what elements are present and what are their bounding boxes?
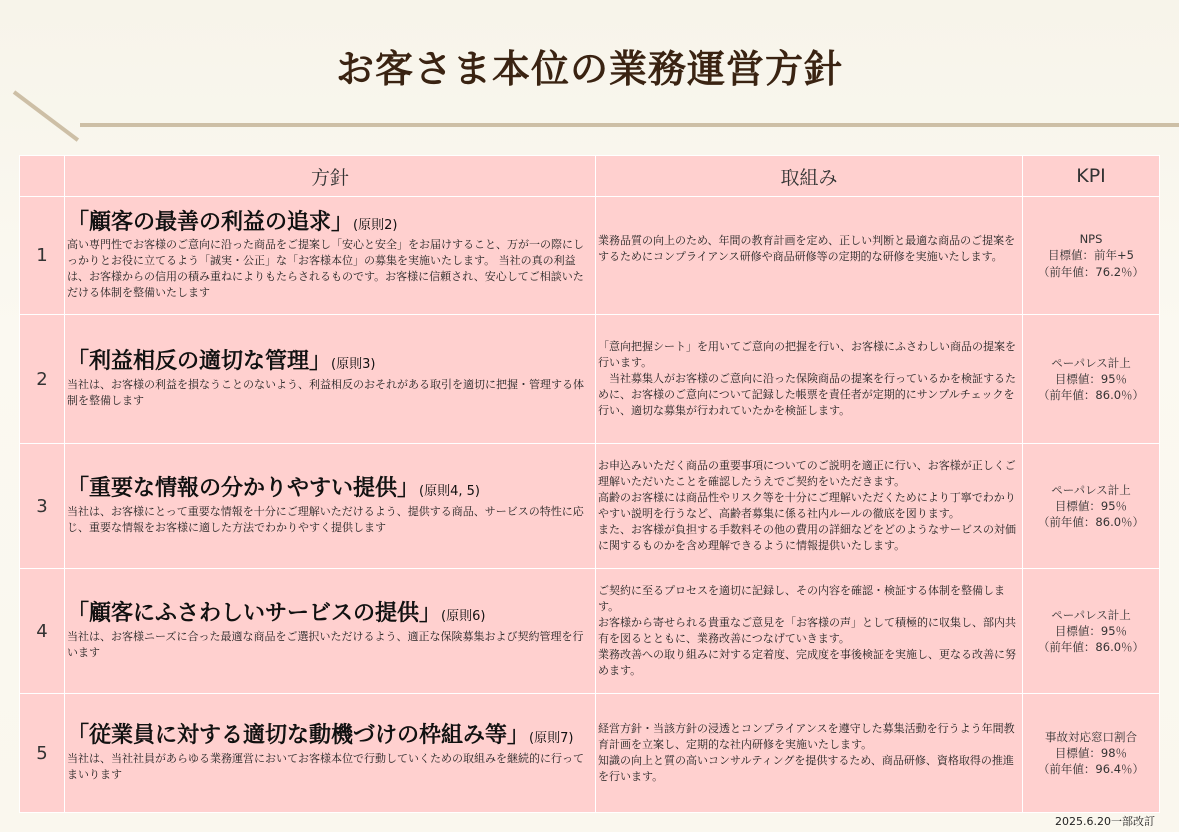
kpi-target: 目標値：95％ bbox=[1054, 371, 1128, 386]
kpi-metric: ペーパレス計上 bbox=[1051, 482, 1131, 497]
policy-title: 「顧客の最善の利益の追求」(原則2) bbox=[67, 209, 398, 235]
kpi-target: 目標値：98％ bbox=[1054, 745, 1128, 760]
policy-text: 当社は、お客様にとって重要な情報を十分にご理解いただけるよう、提供する商品、サービスの特性に応じ、重要な情報をお客様に適した方法でわかりやすく提供します bbox=[67, 504, 584, 534]
policy-rule: (原則3) bbox=[331, 357, 376, 373]
policy-cell bbox=[65, 694, 596, 813]
action-cell: 経営方針・当該方針の浸透とコンプライアンスを遵守した募集活動を行うよう年間教育計画を立案し、定期的な社内研修を実施いたします。 知識の向上と質の高いコンサルティングを提供するため、商品研修、資格取得の推進を行います。 bbox=[596, 694, 1023, 813]
action-cell: お申込みいただく商品の重要事項についてのご説明を適正に行い、お客様が正しくご理解いただいたことを確認したうえでご契約をいただきます。 高齢のお客様には商品性やリスク等を十分にご理解いただくためにより丁寧でわかりやすい説明を行うなど、高齢者募集に係る社内ルールの徹底を図ります。 また、お客様が負担する手数料その他の費用の詳細などをどのようなサービスの対価に関するものかを含め理解できるように情報提供いたします。 bbox=[596, 444, 1023, 569]
kpi-previous: （前年値：86.0％） bbox=[1037, 388, 1145, 403]
table-row bbox=[20, 315, 1160, 444]
policy-text: 当社は、お客様ニーズに合った最適な商品をご選択いただけるよう、適正な保険募集および契約管理を行います bbox=[67, 629, 584, 659]
policy-rule: (原則4, 5) bbox=[419, 484, 480, 500]
table-row bbox=[20, 444, 1160, 569]
kpi-previous: （前年値：86.0％） bbox=[1037, 515, 1145, 530]
policy-title: 「顧客にふさわしいサービスの提供」(原則6) bbox=[67, 601, 486, 627]
kpi-metric: ペーパレス計上 bbox=[1051, 355, 1131, 370]
policy-title: 「利益相反の適切な管理」(原則3) bbox=[67, 349, 376, 375]
policy-title: 「重要な情報の分かりやすい提供」(原則4, 5) bbox=[67, 476, 480, 502]
policy-rule: (原則7) bbox=[529, 731, 574, 747]
table-row bbox=[20, 694, 1160, 813]
revision-note: 2025.6.20一部改訂 bbox=[1055, 815, 1155, 828]
policy-rule: (原則6) bbox=[441, 609, 486, 625]
kpi-cell bbox=[1023, 197, 1160, 315]
policy-cell bbox=[65, 197, 596, 315]
kpi-metric: NPS bbox=[1079, 232, 1103, 247]
header-action: 取組み bbox=[596, 156, 1023, 197]
action-cell: 「意向把握シート」を用いてご意向の把握を行い、お客様にふさわしい商品の提案を行います。 当社募集人がお客様のご意向に沿った保険商品の提案を行っているかを検証するために、お客様のご意向について記録した帳票を責任者が定期的にサンプルチェックを行い、適切な募集が行われていたかを検証します。 bbox=[596, 315, 1023, 444]
policy-rule: (原則2) bbox=[353, 217, 398, 233]
policy-title: 「従業員に対する適切な動機づけの枠組み等」(原則7) bbox=[67, 723, 574, 749]
page-title: お客さま本位の業務運営方針 bbox=[335, 47, 843, 91]
table-header-row bbox=[20, 156, 1160, 197]
kpi-previous: （前年値：86.0％） bbox=[1037, 640, 1145, 655]
kpi-cell bbox=[1023, 315, 1160, 444]
kpi-metric: 事故対応窓口割合 bbox=[1045, 729, 1137, 744]
kpi-metric: ペーパレス計上 bbox=[1051, 607, 1131, 622]
action-cell: ご契約に至るプロセスを適切に記録し、その内容を確認・検証する体制を整備します。 お客様から寄せられる貴重なご意見を「お客様の声」として積極的に収集し、部内共有を図るとともに、業務改善につなげていきます。 業務改善への取り組みに対する定着度、完成度を事後検証を実施し、更なる改善に努めます。 bbox=[596, 569, 1023, 694]
table-row bbox=[20, 569, 1160, 694]
kpi-cell bbox=[1023, 694, 1160, 813]
policy-text: 当社は、お客様の利益を損なうことのないよう、利益相反のおそれがある取引を適切に把握・管理する体制を整備します bbox=[67, 377, 584, 407]
kpi-cell bbox=[1023, 569, 1160, 694]
table-row bbox=[20, 197, 1160, 315]
kpi-previous: （前年値：76.2％） bbox=[1037, 264, 1145, 279]
policy-cell bbox=[65, 569, 596, 694]
kpi-target: 目標値：前年+5 bbox=[1048, 248, 1134, 263]
row-number: 4 bbox=[20, 569, 65, 694]
row-number: 1 bbox=[20, 197, 65, 315]
kpi-target: 目標値：95％ bbox=[1054, 623, 1128, 638]
decorative-diagonal-line bbox=[13, 90, 79, 141]
action-cell: 業務品質の向上のため、年間の教育計画を定め、正しい判断と最適な商品のご提案をするためにコンプライアンス研修や商品研修等の定期的な研修を実施いたします。 bbox=[596, 197, 1023, 315]
policy-text: 高い専門性でお客様のご意向に沿った商品をご提案し「安心と安全」をお届けすること、万が一の際にしっかりとお役に立てるよう「誠実・公正」な「お客様本位」の募集を実施いたします。 当社の真の利益は、お客様からの信用の積み重ねによりもたらされるものです。お客様に信頼され、安心してご相談いただける体制を整備いたします bbox=[67, 238, 584, 300]
row-number: 2 bbox=[20, 315, 65, 444]
row-number: 3 bbox=[20, 444, 65, 569]
kpi-cell bbox=[1023, 444, 1160, 569]
header-policy: 方針 bbox=[65, 156, 596, 197]
header-num bbox=[20, 156, 65, 197]
policy-text: 当社は、当社社員があらゆる業務運営においてお客様本位で行動していくための取組みを継続的に行ってまいります bbox=[67, 751, 584, 781]
policy-cell bbox=[65, 315, 596, 444]
kpi-target: 目標値：95％ bbox=[1054, 498, 1128, 513]
policy-cell bbox=[65, 444, 596, 569]
header-kpi: KPI bbox=[1023, 156, 1160, 197]
kpi-previous: （前年値：96.4％） bbox=[1037, 762, 1145, 777]
decorative-divider bbox=[80, 123, 1179, 127]
row-number: 5 bbox=[20, 694, 65, 813]
policy-table bbox=[19, 155, 1160, 813]
